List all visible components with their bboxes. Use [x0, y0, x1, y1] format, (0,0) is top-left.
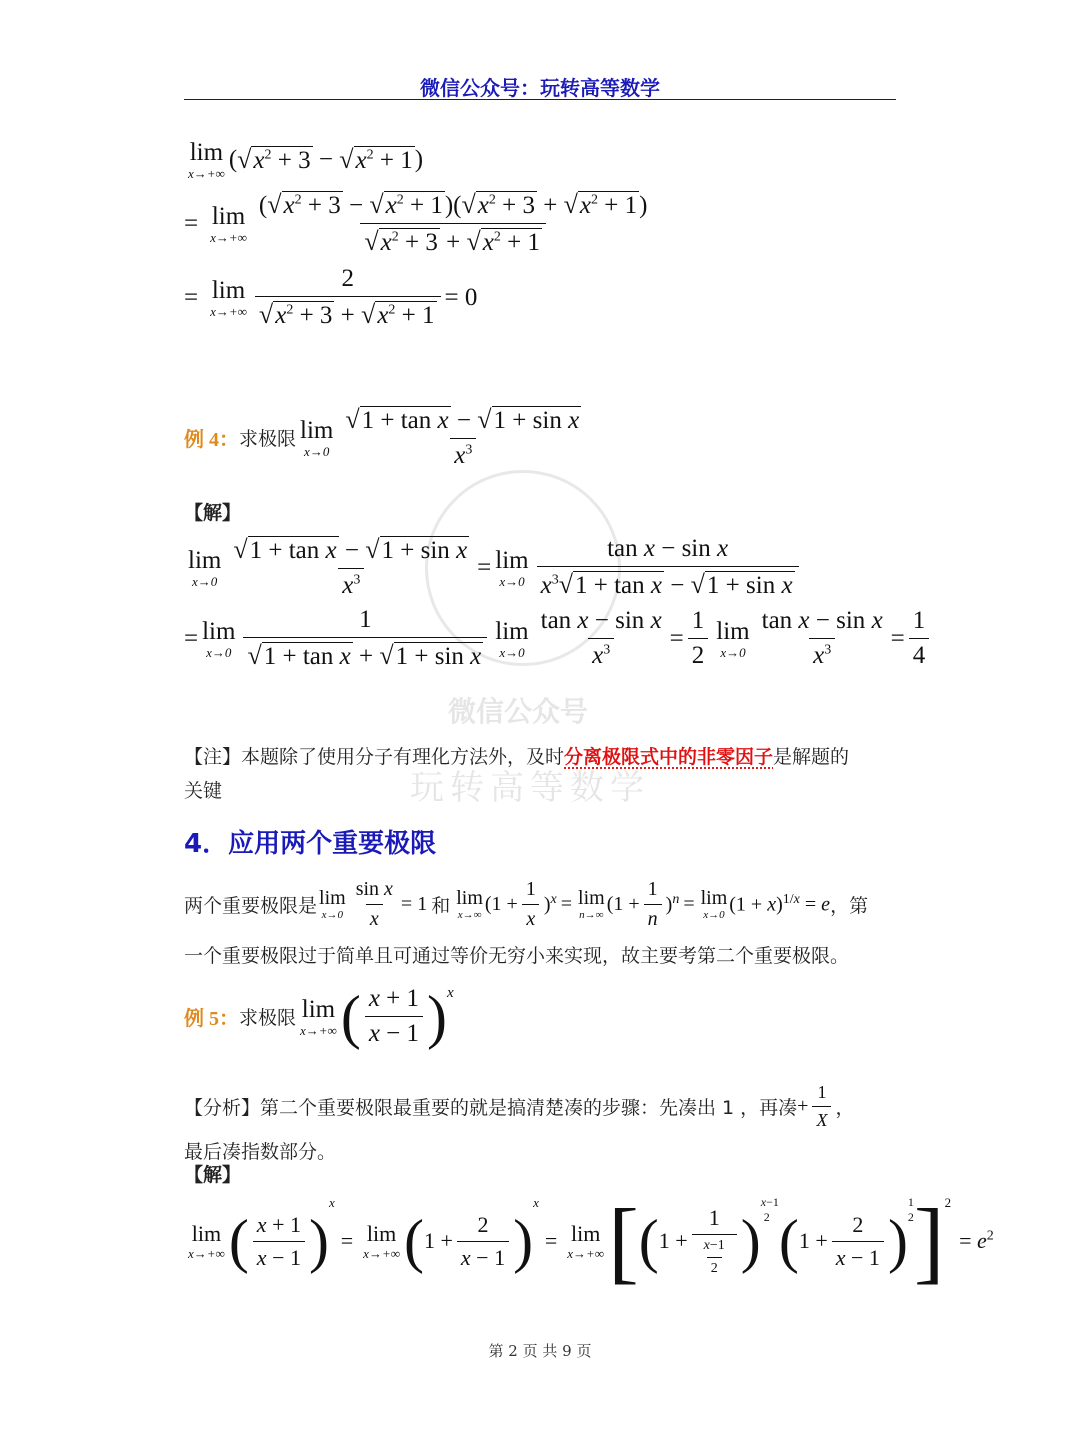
header-rule: [184, 99, 896, 100]
note-suffix: 是解题的: [773, 746, 850, 768]
page-footer: 第 2 页 共 9 页: [488, 1342, 592, 1360]
note-prefix: 【注】本题除了使用分子有理化方法外，及时: [184, 746, 565, 768]
header-title: 微信公众号：玩转高等数学: [420, 76, 660, 100]
example-4: 例 4： 求极限 lim x→0 √1 + tan x − √1 + sin x $x^3$: [184, 405, 580, 469]
example-5-label: 例 5：: [184, 1008, 239, 1030]
example-4-label: 例 4：: [184, 429, 239, 451]
solution-4-line-1: lim x→0 $\frac{\text{√1 + tan x − √1 + sin x}}{x^3}$ = lim x→0 tan x − sin x $x^3√1 + \tan x - √1 + \sin x$: [184, 535, 933, 600]
section-4-title: 4．应用两个重要极限: [184, 829, 437, 859]
eq-line-3: = lim x→+∞ $\frac{2}{√x^2 + 3 + √x^2 + 1}$ = 0: [184, 265, 478, 329]
important-limits-comma: ，第: [830, 895, 869, 917]
limit-block-1: [184, 140, 655, 330]
note: [184, 740, 904, 808]
watermark-line2: 玩转高等数学: [410, 768, 650, 808]
solution-label-2: 【解】: [184, 1164, 242, 1186]
analysis-text: 【分析】第二个重要极限最重要的就是搞清楚凑的步骤：先凑出 1 ，再凑: [184, 1097, 798, 1119]
solution-5: lim x→+∞ ( x + 1 x − 1 ) x = lim x→+∞ ( 1 + $\frac{2}{x - 1}$ ) x = lim x→+∞ [ ( 1 + $\frac{1}{\frac{x-1}{2}}$ ) x−1 2 ( 1 + $\frac{2}{x - 1}$ ) 1 2 ] 2 = $e^2$: [188, 1190, 994, 1292]
note-line2: 关键: [184, 780, 223, 802]
important-limits: 两个重要极限是 lim x→0 $\frac{\text{sin x}}{x}$ = 1 和 lim x→∞ (1 + $\frac{1}{x}$ )$^x$ = lim n→∞ (1 + $\frac{1}{n}$ )$^n$ = lim x→0 $(1 + x)^{1/x} = e$ ，第 一个重要极限过于简单且可通过等价无穷小来实现，故主要考第二个重要极限。: [184, 878, 869, 967]
important-limits-line2: 一个重要极限过于简单且可通过等价无穷小来实现，故主要考第二个重要极限。: [184, 945, 850, 967]
example-4-prompt: 求极限: [239, 428, 297, 450]
solution-4-line-2: = lim x→0 1 √1 + tan x + √1 + sin x lim x→0 $\frac{\text{tan x − sin x}}{x^3}$ = $\frac{1}{2}$ lim x→0 $\frac{\text{tan x − sin x}}{x^3}$ = $\frac{1}{4}$: [184, 606, 933, 671]
important-limits-and: 和: [431, 895, 451, 917]
analysis: 【分析】第二个重要极限最重要的就是搞清楚凑的步骤：先凑出 1 ，再凑 + $\frac{1}{X}$ ， 最后凑指数部分。: [184, 1082, 904, 1164]
note-highlight: 分离极限式中的非零因子: [564, 746, 774, 768]
example-5-prompt: 求极限: [239, 1007, 297, 1029]
solution-label-1: 【解】: [184, 502, 242, 524]
eq-line-2: = lim x→+∞ $(√x^2 + 3 - √x^2 + 1)(√x^2 + 3 + √x^2 + 1)$ $√x^2 + 3 + √x^2 + 1$: [184, 190, 648, 256]
example-5: 例 5： 求极限 lim x→+∞ ( x + 1 x − 1 ) x: [184, 983, 454, 1050]
important-limits-intro: 两个重要极限是: [184, 895, 318, 917]
analysis-line2: 最后凑指数部分。: [184, 1141, 337, 1163]
watermark-line1: 微信公众号: [448, 695, 589, 728]
eq-line-1: lim x→+∞ ( √ $x^2 + 3$ − √ $x^2 + 1$ ): [188, 139, 424, 181]
solution-4: [184, 535, 933, 671]
